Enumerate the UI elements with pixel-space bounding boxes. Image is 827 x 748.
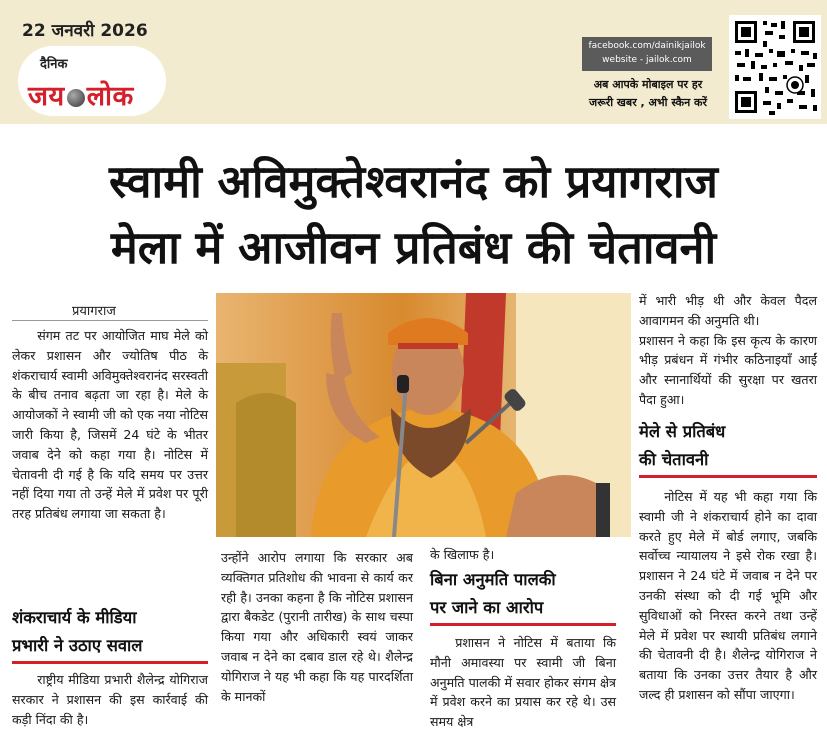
article-column-3 <box>430 633 616 732</box>
headline-line-2: मेला में आजीवन प्रतिबंध की चेतावनी <box>110 221 717 274</box>
paragraph: राष्ट्रीय मीडिया प्रभारी शैलेन्द्र योगिराज सरकार ने प्रशासन की इस कार्रवाई की कड़ी निंदा की है। <box>12 672 208 727</box>
article-column-1-continued <box>12 670 208 729</box>
article-column-4 <box>639 291 817 410</box>
article-photo <box>216 293 631 537</box>
dateline: प्रयागराज <box>72 304 116 319</box>
issue-date: 22 जनवरी 2026 <box>22 21 148 41</box>
subheading-rule <box>12 661 208 664</box>
paragraph: प्रशासन ने नोटिस में बताया कि मौनी अमावस्या पर स्वामी जी बिना अनुमति पालकी में सवार होकर संगम क्षेत्र में प्रवेश करने का प्रयास कर रहे थे। उस समय क्षेत्र <box>430 635 616 730</box>
paragraph: नोटिस में यह भी कहा गया कि स्वामी जी ने शंकराचार्य होने का दावा करते हुए मेले में बोर्ड लगाए, जबकि सर्वोच्च न्यायालय ने इसे रोक रखा है। प्रशासन ने 24 घंटे में जवाब न देने पर उनकी संस्था को दी गई भूमि और सुविधाओं को निरस्त करने तथा उन्हें मेले में प्रवेश पर स्थायी प्रतिबंध लगाने की चेतावनी दी है। शैलेन्द्र योगिराज ने बताया कि उनका उत्तर तैयार है और जल्द ही प्रशासन को सौंपा जाएगा। <box>639 489 817 702</box>
divider <box>12 320 208 321</box>
subheading-rule <box>430 623 616 626</box>
globe-icon <box>67 89 85 107</box>
logo-small-text: दैनिक <box>40 57 68 72</box>
social-links-box[interactable] <box>582 37 712 71</box>
facebook-link[interactable]: facebook.com/dainikjailok <box>588 41 706 51</box>
scan-prompt: अब आपके मोबाइल पर हर जरूरी खबर , अभी स्कैन करें <box>589 78 707 109</box>
qr-code-icon[interactable] <box>729 15 821 119</box>
subheading-ban-warning: मेले से प्रतिबंध की चेतावनी <box>639 422 726 469</box>
paragraph: में भारी भीड़ थी और केवल पैदल आवागमन की अनुमति थी। <box>639 293 817 328</box>
website-link[interactable]: website - jailok.com <box>602 55 692 65</box>
article-column-2 <box>221 548 413 706</box>
subheading-palki: बिना अनुमति पालकी पर जाने का आरोप <box>430 570 556 617</box>
newspaper-logo[interactable] <box>18 46 166 116</box>
article-column-3-lead <box>430 545 616 565</box>
paragraph: संगम तट पर आयोजित माघ मेले को लेकर प्रशासन और ज्योतिष पीठ के शंकराचार्य स्वामी अविमुक्तेश्वरानंद सरस्वती के बीच तनाव बढ़ता जा रहा है। मेले के आयोजकों ने स्वामी जी को एक नया नोटिस जारी किया है, जिसमें 24 घंटे के भीतर जवाब देने को कहा गया है। नोटिस में चेतावनी दी गई है कि यदि समय पर उत्तर नहीं दिया गया तो उन्हें मेले में प्रवेश पर पूरी तरह प्रतिबंध लगाया जा सकता है। <box>12 328 208 522</box>
masthead <box>0 0 827 124</box>
logo-main-text: जय लोक <box>28 81 134 112</box>
paragraph: के खिलाफ है। <box>430 547 495 562</box>
article-column-4-continued <box>639 487 817 705</box>
article-column-1 <box>12 326 208 524</box>
headline-line-1: स्वामी अविमुक्तेश्वरानंद को प्रयागराज <box>109 155 718 208</box>
paragraph: प्रशासन ने कहा कि इस कृत्य के कारण भीड़ प्रबंधन में गंभीर कठिनाइयाँ आईं और स्नानार्थियों की सुरक्षा पर खतरा पैदा हुआ। <box>639 332 817 407</box>
subheading-rule <box>639 475 817 478</box>
subheading-media-incharge: शंकराचार्य के मीडिया प्रभारी ने उठाए सवाल <box>12 608 143 655</box>
paragraph: उन्होंने आरोप लगाया कि सरकार अब व्यक्तिगत प्रतिशोध की भावना से कार्य कर रही है। उनका कहना है कि नोटिस प्रशासन द्वारा बैकडेट (पुरानी तारीख) के साथ चस्पा किया गया और अधिकारी स्वयं जाकर जवाब न देने का दबाव डाल रहे थे। शैलेन्द्र योगिराज ने यह भी कहा कि यह पारदर्शिता के मानकों <box>221 550 413 704</box>
